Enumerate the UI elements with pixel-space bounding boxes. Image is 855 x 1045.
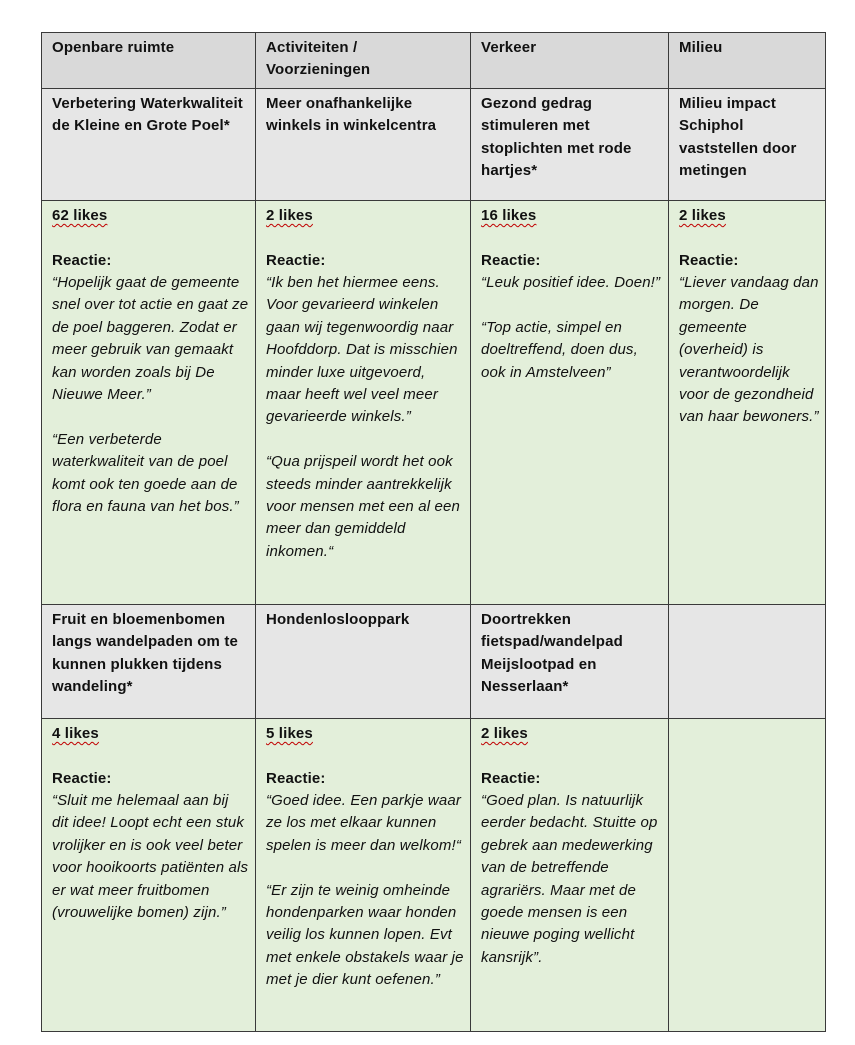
reaction-quote: “Ik ben het hiermee eens. Voor gevarieerd winkelen gaan wij tegenwoordig naar Hoofddorp. Dat is misschien minder luxe uitgevoerd, maar heeft wel veel meer gevarieerde winkels.” [266, 274, 458, 426]
reaction-quote: “Hopelijk gaat de gemeente snel over tot actie en gaat ze de poel baggeren. Zodat er meer gebruik van gemaakt kan worden zoals bij De Nieuwe Meer.” [52, 274, 249, 404]
likes-count: 2 likes [481, 724, 528, 742]
idea-title: Fruit en bloemenbomen langs wandelpaden om te kunnen plukken tijdens wandeling* [42, 604, 256, 718]
reaction-quote: “Leuk positief idee. Doen!” [481, 274, 661, 292]
header-milieu: Milieu [669, 33, 826, 89]
reaction-label: Reactie: [679, 251, 739, 269]
idea-title: Milieu impact Schiphol vaststellen door metingen [669, 88, 826, 200]
reaction-cell [42, 200, 256, 604]
reaction-cell [256, 718, 471, 1031]
reaction-label: Reactie: [481, 769, 541, 787]
idea-title: Verbetering Waterkwaliteit de Kleine en Grote Poel* [42, 88, 256, 200]
reaction-quote: “Goed idee. Een parkje waar ze los met elkaar kunnen spelen is meer dan welkom!“ [266, 792, 461, 854]
idea-title: Doortrekken fietspad/wandelpad Meijslootpad en Nesserlaan* [471, 604, 669, 718]
header-activiteiten: Activiteiten / Voorzieningen [256, 33, 471, 89]
header-openbare-ruimte: Openbare ruimte [42, 33, 256, 89]
reaction-quote: “Een verbeterde waterkwaliteit van de poel komt ook ten goede aan de flora en fauna van het bos.” [52, 430, 239, 516]
reaction-label: Reactie: [52, 251, 112, 269]
reaction-label: Reactie: [481, 251, 541, 269]
reaction-quote: “Qua prijspeil wordt het ook steeds minder aantrekkelijk voor mensen met een al een meer dan gemiddeld inkomen.“ [266, 453, 461, 560]
likes-count: 62 likes [52, 206, 108, 224]
idea-title-empty [669, 604, 826, 718]
idea-title-row [42, 604, 826, 718]
reaction-row [42, 200, 826, 604]
header-verkeer: Verkeer [471, 33, 669, 89]
reaction-quote: “Goed plan. Is natuurlijk eerder bedacht. Stuitte op gebrek aan medewerking van de betreffende agrariërs. Maar met de goede mensen is een nieuwe poging wellicht kansrijk”. [481, 792, 658, 966]
reaction-cell [471, 200, 669, 604]
reaction-quote: “Sluit me helemaal aan bij dit idee! Loopt echt een stuk vrolijker en is ook veel beter voor hooikoorts patiënten als er wat meer fruitbomen (vrouwelijke bomen) zijn.” [52, 792, 249, 922]
reaction-label: Reactie: [266, 251, 326, 269]
likes-count: 16 likes [481, 206, 537, 224]
likes-count: 4 likes [52, 724, 99, 742]
reaction-row [42, 718, 826, 1031]
reaction-label: Reactie: [52, 769, 112, 787]
likes-count: 2 likes [679, 206, 726, 224]
reaction-quote: “Top actie, simpel en doeltreffend, doen dus, ook in Amstelveen” [481, 318, 638, 381]
reaction-cell [669, 200, 826, 604]
ideas-table [41, 32, 826, 1032]
reaction-label: Reactie: [266, 769, 326, 787]
reaction-quote: “Er zijn te weinig omheinde hondenparken waar honden veilig los kunnen lopen. Evt met enkele obstakels waar je met je dier kunt oefenen.” [266, 881, 464, 989]
idea-title-row [42, 88, 826, 200]
reaction-quote: “Liever vandaag dan morgen. De gemeente (overheid) is verantwoordelijk voor de gezondheid van haar bewoners.” [679, 274, 819, 426]
idea-title: Meer onafhankelijke winkels in winkelcentra [256, 88, 471, 200]
idea-title: Gezond gedrag stimuleren met stoplichten met rode hartjes* [471, 88, 669, 200]
reaction-cell [42, 718, 256, 1031]
reaction-cell-empty [669, 718, 826, 1031]
likes-count: 5 likes [266, 724, 313, 742]
reaction-cell [471, 718, 669, 1031]
likes-count: 2 likes [266, 206, 313, 224]
header-row [42, 33, 826, 89]
idea-title: Hondenloslooppark [256, 604, 471, 718]
reaction-cell [256, 200, 471, 604]
